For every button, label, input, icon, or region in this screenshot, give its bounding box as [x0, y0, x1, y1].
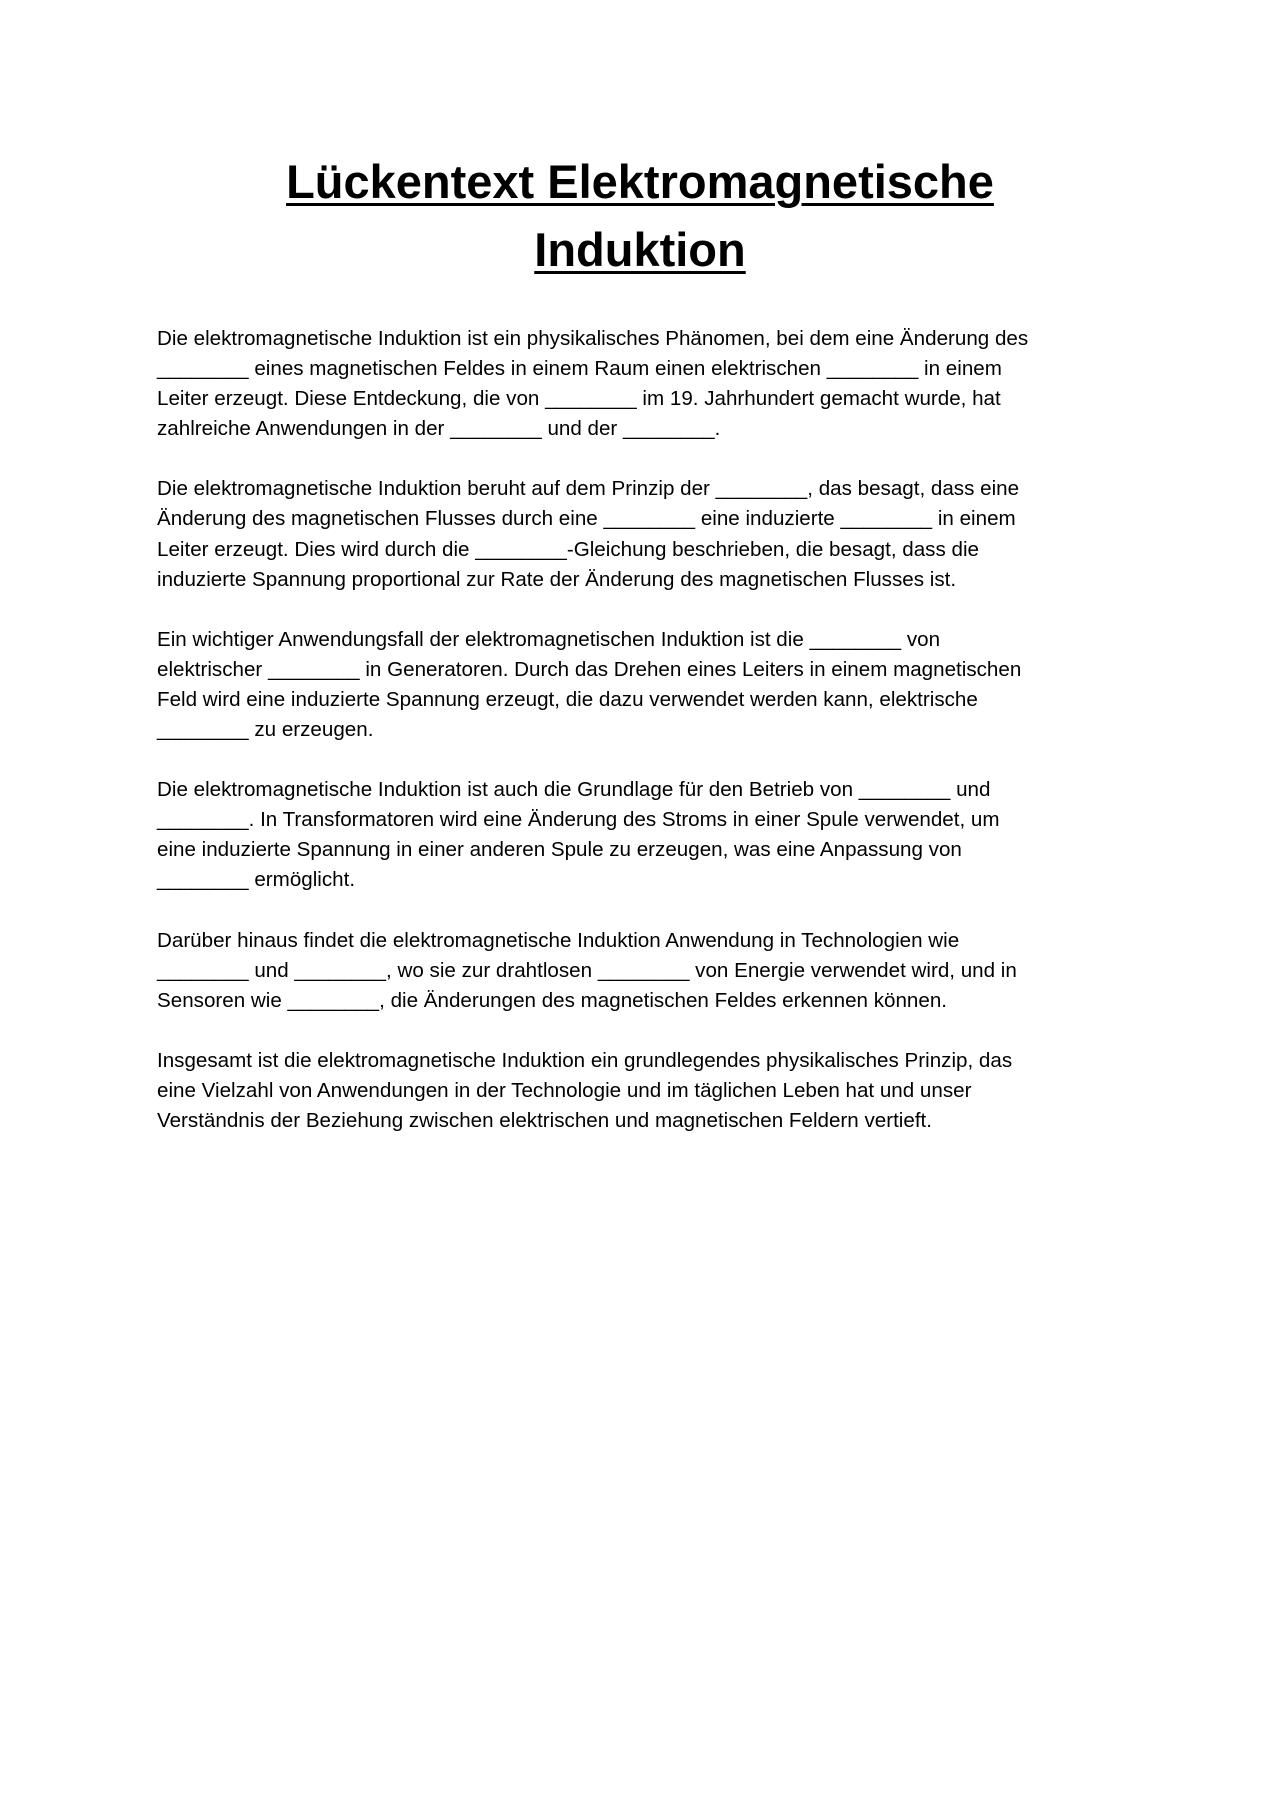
text-line: Änderung des magnetischen Flusses durch eine ________ eine induzierte ________ in einem — [157, 507, 1016, 531]
text-line: ________ und ________, wo sie zur drahtlosen ________ von Energie verwendet wird, und in — [157, 958, 1017, 982]
text-line: Verständnis der Beziehung zwischen elektrischen und magnetischen Feldern vertieft. — [157, 1108, 932, 1132]
document-body — [157, 324, 1157, 1166]
text-line: Die elektromagnetische Induktion ist auch die Grundlage für den Betrieb von ________ und — [157, 778, 991, 802]
document-title — [150, 148, 1130, 284]
paragraph-principle — [157, 474, 1157, 594]
text-line: Leiter erzeugt. Dies wird durch die ________-Gleichung beschrieben, die besagt, dass die — [157, 537, 979, 561]
text-line: induzierte Spannung proportional zur Rate der Änderung des magnetischen Flusses ist. — [157, 567, 957, 591]
text-line: ________ eines magnetischen Feldes in einem Raum einen elektrischen ________ in einem — [157, 357, 1002, 381]
paragraph-introduction — [157, 324, 1157, 444]
text-line: ________. In Transformatoren wird eine Änderung des Stroms in einer Spule verwendet, um — [157, 808, 1000, 832]
text-line: Feld wird eine induzierte Spannung erzeugt, die dazu verwendet werden kann, elektrische — [157, 687, 978, 711]
text-line: Darüber hinaus findet die elektromagnetische Induktion Anwendung in Technologien wie — [157, 928, 960, 952]
text-line: Die elektromagnetische Induktion beruht auf dem Prinzip der ________, das besagt, dass eine — [157, 477, 1020, 501]
text-line: Die elektromagnetische Induktion ist ein physikalisches Phänomen, bei dem eine Änderung des — [157, 327, 1029, 350]
text-line: Ein wichtiger Anwendungsfall der elektromagnetischen Induktion ist die ________ von — [157, 627, 941, 651]
text-line: elektrischer ________ in Generatoren. Durch das Drehen eines Leiters in einem magnetischen — [157, 657, 1022, 681]
text-line: zahlreiche Anwendungen in der ________ und der ________. — [157, 417, 721, 441]
paragraph-technologies — [157, 926, 1157, 1016]
title-line: Induktion — [534, 223, 746, 276]
text-line: eine Vielzahl von Anwendungen in der Technologie und im täglichen Leben hat und unser — [157, 1078, 972, 1102]
text-line: Insgesamt ist die elektromagnetische Induktion ein grundlegendes physikalisches Prinzip, das — [157, 1048, 1013, 1072]
text-line: ________ zu erzeugen. — [157, 718, 374, 742]
text-line: Leiter erzeugt. Diese Entdeckung, die von ________ im 19. Jahrhundert gemacht wurde, hat — [157, 387, 1001, 411]
title-line: Lückentext Elektromagnetische — [286, 155, 994, 208]
paragraph-transformers — [157, 775, 1157, 895]
paragraph-generators — [157, 625, 1157, 745]
text-line: Sensoren wie ________, die Änderungen des magnetischen Feldes erkennen können. — [157, 988, 947, 1012]
paragraph-conclusion — [157, 1046, 1157, 1136]
text-line: ________ ermöglicht. — [157, 868, 356, 892]
text-line: eine induzierte Spannung in einer anderen Spule zu erzeugen, was eine Anpassung von — [157, 838, 962, 862]
